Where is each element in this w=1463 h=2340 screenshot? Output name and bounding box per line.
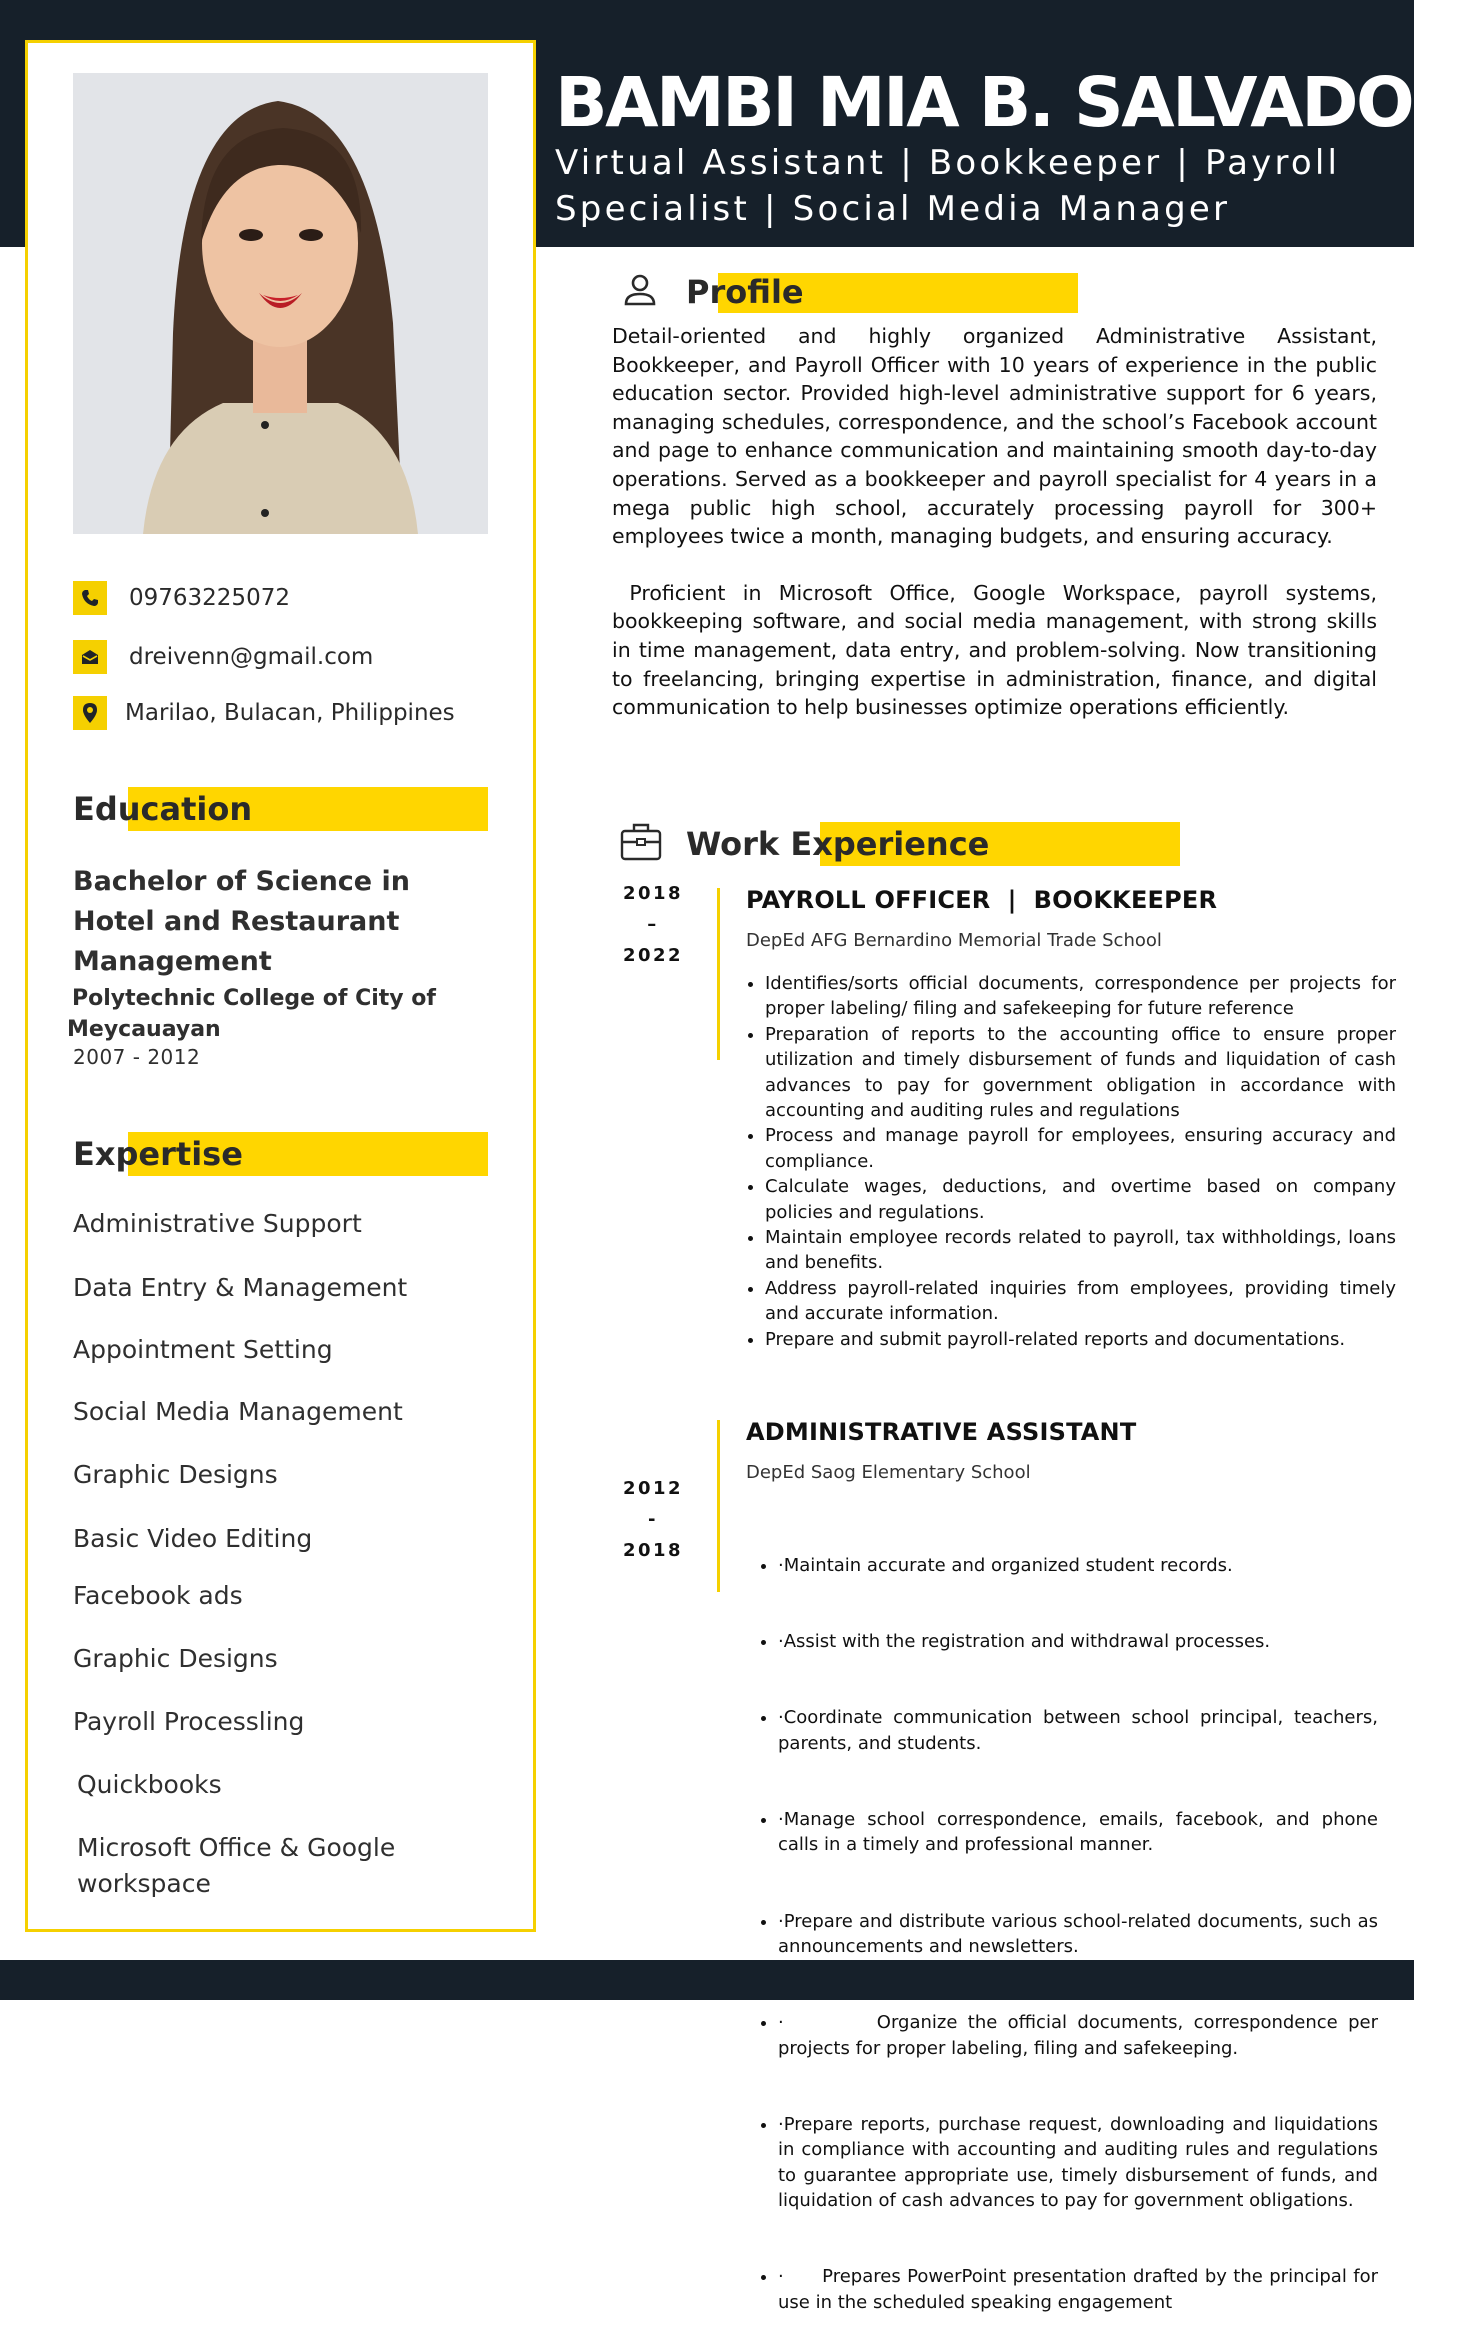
duty-item: • Calculate wages, deductions, and overtime based on company policies and regulations.	[765, 1174, 1396, 1225]
job-title: ADMINISTRATIVE ASSISTANT	[746, 1418, 1137, 1446]
skill-item: Social Media Management	[73, 1397, 403, 1426]
email-address[interactable]: dreivenn@gmail.com	[129, 644, 374, 670]
profile-photo	[73, 73, 488, 534]
skill-item: Basic Video Editing	[73, 1524, 313, 1553]
location-pin-icon	[73, 696, 107, 730]
job-duties	[778, 1502, 1384, 2340]
duty-item: • ·Coordinate communication between school principal, teachers, parents, and students.	[778, 1705, 1378, 1756]
skill-item: Facebook ads	[73, 1581, 243, 1610]
contact-email-row	[73, 639, 373, 675]
timeline-line	[717, 888, 720, 1060]
profile-heading-label: Profile	[686, 273, 804, 311]
candidate-name: BAMBI MIA B. SALVADOR	[555, 63, 1463, 143]
skill-item: Microsoft Office & Google workspace	[77, 1833, 396, 1898]
duty-item: • Preparation of reports to the accounting office to ensure proper utilization and timely disbursement of funds and liquidation of cash advances to pay for government obligation in accordance with accounting and auditing rules and regulations	[765, 1022, 1396, 1124]
contact-phone-row	[73, 580, 290, 616]
job-year-end: 2022	[622, 945, 684, 966]
duty-item: • ·Prepare reports, purchase request, downloading and liquidations in compliance with accounting and auditing rules and regulations to guarantee appropriate use, timely disbursement of funds, and liquidation of cash advances to pay for government obligations.	[778, 2112, 1378, 2214]
duty-item: • ·Manage school correspondence, emails, facebook, and phone calls in a timely and professional manner.	[778, 1807, 1378, 1858]
person-icon	[622, 272, 658, 312]
skill-item: Appointment Setting	[73, 1335, 333, 1364]
profile-summary	[612, 322, 1384, 722]
job-years	[612, 878, 694, 971]
briefcase-icon	[619, 820, 663, 868]
job-duties	[765, 971, 1396, 1352]
phone-icon	[73, 581, 107, 615]
skill-item: Graphic Designs	[73, 1460, 278, 1489]
job-year-start: 2012	[622, 1478, 684, 1499]
education-heading	[73, 787, 488, 831]
phone-number[interactable]: 09763225072	[129, 585, 290, 611]
contact-location-row	[73, 695, 455, 731]
work-heading-label: Work Experience	[686, 825, 990, 863]
profile-heading	[686, 270, 1078, 314]
job-year-end: 2018	[622, 1540, 684, 1561]
timeline-line	[717, 1420, 720, 1592]
skill-item: Administrative Support	[73, 1209, 362, 1238]
duty-item: • Identifies/sorts official documents, correspondence per projects for proper labeling/ filing and safekeeping for future reference	[765, 971, 1396, 1022]
skill-item: Quickbooks	[77, 1770, 222, 1799]
profile-paragraph: Proficient in Microsoft Office, Google Workspace, payroll systems, bookkeeping software, and social media management, with strong skills in time management, data entry, and problem-solving. Now transitioning to freelancing, bringing expertise in administration, finance, and digital communication to help businesses optimize operations efficiently.	[612, 580, 1384, 720]
duty-item: • Maintain employee records related to payroll, tax withholdings, loans and benefits.	[765, 1225, 1396, 1276]
skill-item: Data Entry & Management	[73, 1273, 408, 1302]
duty-item: • Prepare and submit payroll-related reports and documentations.	[765, 1327, 1396, 1352]
mail-icon	[73, 640, 107, 674]
skill-item: Payroll Processling	[73, 1707, 305, 1736]
job-title: PAYROLL OFFICER | BOOKKEEPER	[746, 886, 1218, 914]
duty-item: • · Prepares PowerPoint presentation drafted by the principal for use in the scheduled speaking engagement	[778, 2264, 1378, 2315]
duty-item: • Address payroll-related inquiries from employees, providing timely and accurate information.	[765, 1276, 1396, 1327]
job-year-dash: -	[648, 1509, 658, 1530]
location-text: Marilao, Bulacan, Philippines	[125, 700, 455, 726]
expertise-heading	[73, 1132, 488, 1176]
duty-item: • ·Prepare and distribute various school-related documents, such as announcements and newsletters.	[778, 1909, 1378, 1960]
job-year-start: 2018	[622, 883, 684, 904]
duty-item: • ·Maintain accurate and organized student records.	[778, 1553, 1378, 1578]
education-years: 2007 - 2012	[73, 1045, 201, 1069]
duty-item: • ·Assist with the registration and withdrawal processes.	[778, 1629, 1378, 1654]
education-school: Polytechnic College of City of Meycauayan	[67, 986, 436, 1042]
job-years	[612, 1473, 694, 1566]
job-tagline: Virtual Assistant | Bookkeeper | Payroll Specialist | Social Media Manager	[555, 143, 1341, 229]
profile-paragraph: Detail-oriented and highly organized Administrative Assistant, Bookkeeper, and Payroll Officer with 10 years of experience in the public education sector. Provided high-level administrative support for 6 years, managing schedules, correspondence, and the school’s Facebook account and page to enhance communication and maintaining smooth day-to-day operations. Served as a bookkeeper and payroll specialist for 4 years in a mega public high school, accurately processing payroll for 300+ employees twice a month, managing budgets, and ensuring accuracy.	[612, 324, 1377, 549]
job-company: DepEd Saog Elementary School	[746, 1462, 1031, 1483]
duty-item: • Process and manage payroll for employees, ensuring accuracy and compliance.	[765, 1123, 1396, 1174]
skill-item: Graphic Designs	[73, 1644, 278, 1673]
job-company: DepEd AFG Bernardino Memorial Trade School	[746, 930, 1162, 951]
expertise-heading-label: Expertise	[73, 1135, 243, 1173]
education-heading-label: Education	[73, 790, 253, 828]
education-degree: Bachelor of Science in Hotel and Restaurant Management	[73, 866, 410, 977]
job-year-dash: –	[647, 914, 659, 935]
work-heading	[686, 822, 1180, 866]
duty-item: • · Organize the official documents, correspondence per projects for proper labeling, filing and safekeeping.	[778, 2010, 1378, 2061]
